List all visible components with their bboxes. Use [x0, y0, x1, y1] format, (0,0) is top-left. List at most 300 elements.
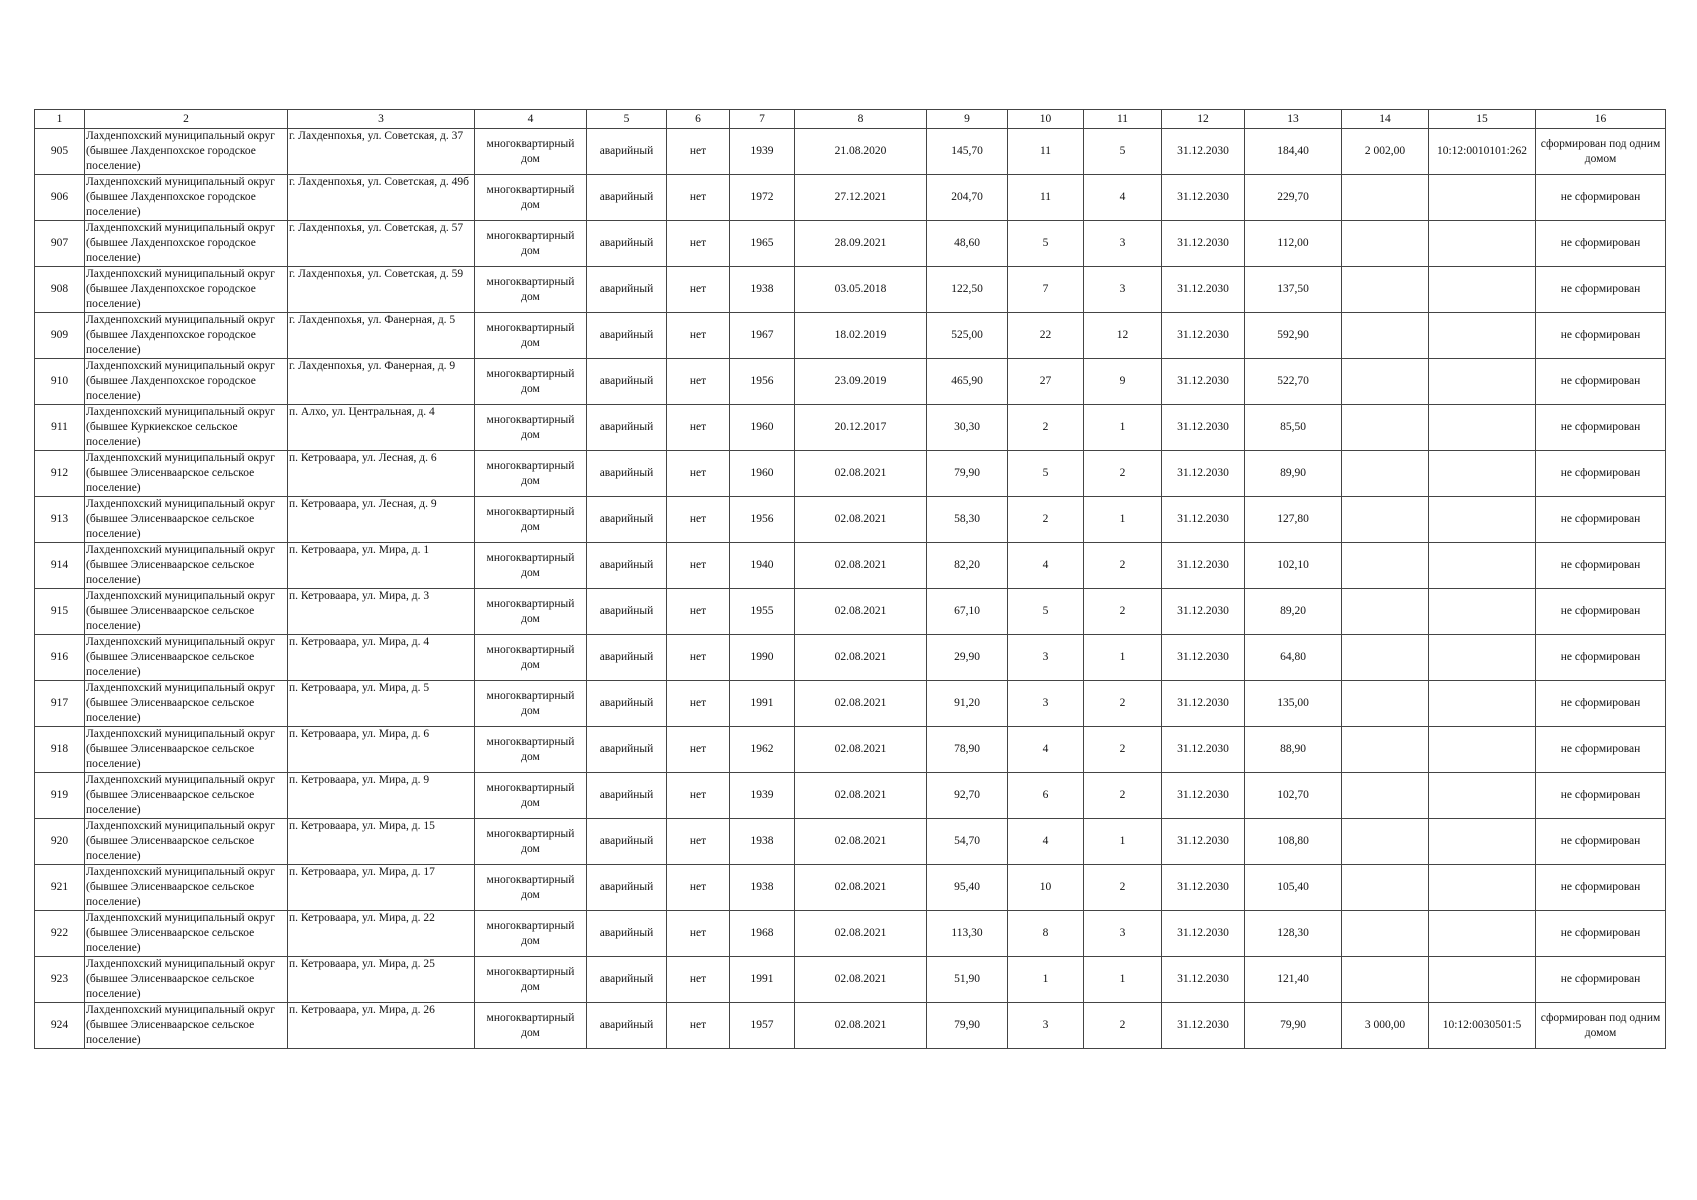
row-number-cell: 911: [35, 405, 85, 451]
deadline-date-cell: 31.12.2030: [1162, 681, 1245, 727]
recognition-date-cell: 02.08.2021: [795, 543, 927, 589]
land-plot-status-cell: не сформирован: [1536, 451, 1666, 497]
residents-cell: 4: [1008, 727, 1084, 773]
rooms-cell: 3: [1084, 221, 1162, 267]
land-area-cell: [1342, 819, 1429, 865]
land-area-cell: [1342, 911, 1429, 957]
construction-year-cell: 1938: [730, 819, 795, 865]
building-type-cell: многоквартирный дом: [475, 681, 587, 727]
row-number-cell: 921: [35, 865, 85, 911]
condition-cell: аварийный: [587, 1003, 667, 1049]
cadastral-number-cell: 10:12:0010101:262: [1429, 129, 1536, 175]
municipality-cell: Лахденпохский муниципальный округ (бывшее Лахденпохское городское поселение): [85, 221, 288, 267]
deadline-date-cell: 31.12.2030: [1162, 267, 1245, 313]
note-flag-cell: нет: [667, 313, 730, 359]
deadline-date-cell: 31.12.2030: [1162, 221, 1245, 267]
table-row: [35, 497, 1666, 543]
recognition-date-cell: 02.08.2021: [795, 911, 927, 957]
cadastral-number-cell: [1429, 589, 1536, 635]
address-cell: г. Лахденпохья, ул. Советская, д. 49б: [288, 175, 475, 221]
row-number-cell: 916: [35, 635, 85, 681]
deadline-date-cell: 31.12.2030: [1162, 405, 1245, 451]
cadastral-number-cell: [1429, 175, 1536, 221]
land-plot-status-cell: не сформирован: [1536, 681, 1666, 727]
land-plot-status-cell: не сформирован: [1536, 819, 1666, 865]
table-row: [35, 1003, 1666, 1049]
construction-year-cell: 1955: [730, 589, 795, 635]
recognition-date-cell: 28.09.2021: [795, 221, 927, 267]
area-cell: 30,30: [927, 405, 1008, 451]
residents-cell: 3: [1008, 1003, 1084, 1049]
land-area-cell: 3 000,00: [1342, 1003, 1429, 1049]
land-area-cell: [1342, 727, 1429, 773]
deadline-date-cell: 31.12.2030: [1162, 497, 1245, 543]
address-cell: п. Кетроваара, ул. Мира, д. 1: [288, 543, 475, 589]
column-number-10: 10: [1008, 110, 1084, 129]
table-row: [35, 727, 1666, 773]
table-row: [35, 451, 1666, 497]
rooms-cell: 2: [1084, 589, 1162, 635]
recognition-date-cell: 02.08.2021: [795, 727, 927, 773]
rooms-cell: 2: [1084, 451, 1162, 497]
land-area-cell: [1342, 497, 1429, 543]
land-plot-status-cell: не сформирован: [1536, 543, 1666, 589]
rooms-cell: 2: [1084, 543, 1162, 589]
land-area-cell: [1342, 773, 1429, 819]
residents-cell: 5: [1008, 221, 1084, 267]
rooms-cell: 3: [1084, 267, 1162, 313]
recognition-date-cell: 02.08.2021: [795, 635, 927, 681]
construction-year-cell: 1968: [730, 911, 795, 957]
table-row: [35, 221, 1666, 267]
cadastral-number-cell: [1429, 497, 1536, 543]
note-flag-cell: нет: [667, 543, 730, 589]
table-row: [35, 589, 1666, 635]
area-cell: 29,90: [927, 635, 1008, 681]
table-row: [35, 313, 1666, 359]
cadastral-number-cell: [1429, 819, 1536, 865]
condition-cell: аварийный: [587, 129, 667, 175]
address-cell: п. Кетроваара, ул. Мира, д. 25: [288, 957, 475, 1003]
row-number-cell: 906: [35, 175, 85, 221]
land-plot-status-cell: не сформирован: [1536, 635, 1666, 681]
table-row: [35, 635, 1666, 681]
rooms-cell: 12: [1084, 313, 1162, 359]
building-type-cell: многоквартирный дом: [475, 589, 587, 635]
cadastral-number-cell: 10:12:0030501:5: [1429, 1003, 1536, 1049]
construction-year-cell: 1939: [730, 129, 795, 175]
municipality-cell: Лахденпохский муниципальный округ (бывшее Элисенваарское сельское поселение): [85, 911, 288, 957]
address-cell: п. Кетроваара, ул. Мира, д. 9: [288, 773, 475, 819]
land-area-cell: 2 002,00: [1342, 129, 1429, 175]
address-cell: г. Лахденпохья, ул. Фанерная, д. 9: [288, 359, 475, 405]
condition-cell: аварийный: [587, 175, 667, 221]
land-area-cell: [1342, 313, 1429, 359]
deadline-date-cell: 31.12.2030: [1162, 911, 1245, 957]
area-cell: 92,70: [927, 773, 1008, 819]
row-number-cell: 910: [35, 359, 85, 405]
building-type-cell: многоквартирный дом: [475, 957, 587, 1003]
land-area-cell: [1342, 267, 1429, 313]
deadline-date-cell: 31.12.2030: [1162, 129, 1245, 175]
condition-cell: аварийный: [587, 543, 667, 589]
deadline-date-cell: 31.12.2030: [1162, 543, 1245, 589]
construction-year-cell: 1972: [730, 175, 795, 221]
land-plot-status-cell: не сформирован: [1536, 497, 1666, 543]
table-row: [35, 359, 1666, 405]
condition-cell: аварийный: [587, 405, 667, 451]
header-row: [35, 110, 1666, 129]
land-plot-status-cell: не сформирован: [1536, 359, 1666, 405]
column-number-2: 2: [85, 110, 288, 129]
rooms-cell: 2: [1084, 681, 1162, 727]
municipality-cell: Лахденпохский муниципальный округ (бывшее Лахденпохское городское поселение): [85, 313, 288, 359]
deadline-date-cell: 31.12.2030: [1162, 451, 1245, 497]
rooms-cell: 2: [1084, 773, 1162, 819]
recognition-date-cell: 23.09.2019: [795, 359, 927, 405]
construction-year-cell: 1938: [730, 865, 795, 911]
total-area-cell: 89,20: [1245, 589, 1342, 635]
recognition-date-cell: 27.12.2021: [795, 175, 927, 221]
row-number-cell: 909: [35, 313, 85, 359]
note-flag-cell: нет: [667, 175, 730, 221]
municipality-cell: Лахденпохский муниципальный округ (бывшее Элисенваарское сельское поселение): [85, 589, 288, 635]
total-area-cell: 127,80: [1245, 497, 1342, 543]
municipality-cell: Лахденпохский муниципальный округ (бывшее Лахденпохское городское поселение): [85, 359, 288, 405]
construction-year-cell: 1991: [730, 957, 795, 1003]
land-area-cell: [1342, 957, 1429, 1003]
area-cell: 54,70: [927, 819, 1008, 865]
column-number-12: 12: [1162, 110, 1245, 129]
column-number-11: 11: [1084, 110, 1162, 129]
column-number-13: 13: [1245, 110, 1342, 129]
land-plot-status-cell: не сформирован: [1536, 727, 1666, 773]
construction-year-cell: 1990: [730, 635, 795, 681]
rooms-cell: 1: [1084, 635, 1162, 681]
land-area-cell: [1342, 589, 1429, 635]
construction-year-cell: 1956: [730, 497, 795, 543]
building-type-cell: многоквартирный дом: [475, 221, 587, 267]
land-area-cell: [1342, 543, 1429, 589]
building-type-cell: многоквартирный дом: [475, 267, 587, 313]
area-cell: 79,90: [927, 1003, 1008, 1049]
area-cell: 113,30: [927, 911, 1008, 957]
construction-year-cell: 1939: [730, 773, 795, 819]
residents-cell: 4: [1008, 819, 1084, 865]
land-area-cell: [1342, 359, 1429, 405]
address-cell: п. Кетроваара, ул. Мира, д. 15: [288, 819, 475, 865]
area-cell: 204,70: [927, 175, 1008, 221]
municipality-cell: Лахденпохский муниципальный округ (бывшее Лахденпохское городское поселение): [85, 129, 288, 175]
total-area-cell: 85,50: [1245, 405, 1342, 451]
table-body: [35, 110, 1666, 1049]
row-number-cell: 919: [35, 773, 85, 819]
address-cell: п. Кетроваара, ул. Мира, д. 5: [288, 681, 475, 727]
note-flag-cell: нет: [667, 1003, 730, 1049]
table-row: [35, 267, 1666, 313]
deadline-date-cell: 31.12.2030: [1162, 635, 1245, 681]
cadastral-number-cell: [1429, 727, 1536, 773]
address-cell: г. Лахденпохья, ул. Советская, д. 37: [288, 129, 475, 175]
column-number-6: 6: [667, 110, 730, 129]
land-plot-status-cell: не сформирован: [1536, 911, 1666, 957]
row-number-cell: 920: [35, 819, 85, 865]
municipality-cell: Лахденпохский муниципальный округ (бывшее Элисенваарское сельское поселение): [85, 543, 288, 589]
total-area-cell: 79,90: [1245, 1003, 1342, 1049]
recognition-date-cell: 18.02.2019: [795, 313, 927, 359]
municipality-cell: Лахденпохский муниципальный округ (бывшее Элисенваарское сельское поселение): [85, 727, 288, 773]
total-area-cell: 135,00: [1245, 681, 1342, 727]
condition-cell: аварийный: [587, 819, 667, 865]
total-area-cell: 102,70: [1245, 773, 1342, 819]
condition-cell: аварийный: [587, 865, 667, 911]
column-number-1: 1: [35, 110, 85, 129]
deadline-date-cell: 31.12.2030: [1162, 727, 1245, 773]
total-area-cell: 102,10: [1245, 543, 1342, 589]
land-plot-status-cell: не сформирован: [1536, 865, 1666, 911]
recognition-date-cell: 20.12.2017: [795, 405, 927, 451]
recognition-date-cell: 21.08.2020: [795, 129, 927, 175]
total-area-cell: 112,00: [1245, 221, 1342, 267]
note-flag-cell: нет: [667, 911, 730, 957]
residents-cell: 2: [1008, 497, 1084, 543]
row-number-cell: 908: [35, 267, 85, 313]
cadastral-number-cell: [1429, 313, 1536, 359]
residents-cell: 22: [1008, 313, 1084, 359]
row-number-cell: 915: [35, 589, 85, 635]
residents-cell: 3: [1008, 635, 1084, 681]
recognition-date-cell: 02.08.2021: [795, 589, 927, 635]
municipality-cell: Лахденпохский муниципальный округ (бывшее Лахденпохское городское поселение): [85, 267, 288, 313]
land-area-cell: [1342, 405, 1429, 451]
total-area-cell: 592,90: [1245, 313, 1342, 359]
land-area-cell: [1342, 681, 1429, 727]
municipality-cell: Лахденпохский муниципальный округ (бывшее Элисенваарское сельское поселение): [85, 635, 288, 681]
table-row: [35, 129, 1666, 175]
table-row: [35, 681, 1666, 727]
residents-cell: 8: [1008, 911, 1084, 957]
row-number-cell: 912: [35, 451, 85, 497]
rooms-cell: 3: [1084, 911, 1162, 957]
row-number-cell: 913: [35, 497, 85, 543]
area-cell: 525,00: [927, 313, 1008, 359]
total-area-cell: 108,80: [1245, 819, 1342, 865]
table-row: [35, 543, 1666, 589]
total-area-cell: 522,70: [1245, 359, 1342, 405]
column-number-4: 4: [475, 110, 587, 129]
row-number-cell: 907: [35, 221, 85, 267]
cadastral-number-cell: [1429, 359, 1536, 405]
municipality-cell: Лахденпохский муниципальный округ (бывшее Элисенваарское сельское поселение): [85, 819, 288, 865]
residents-cell: 27: [1008, 359, 1084, 405]
land-plot-status-cell: не сформирован: [1536, 405, 1666, 451]
address-cell: г. Лахденпохья, ул. Фанерная, д. 5: [288, 313, 475, 359]
table-row: [35, 957, 1666, 1003]
building-type-cell: многоквартирный дом: [475, 819, 587, 865]
row-number-cell: 922: [35, 911, 85, 957]
row-number-cell: 918: [35, 727, 85, 773]
note-flag-cell: нет: [667, 865, 730, 911]
cadastral-number-cell: [1429, 405, 1536, 451]
municipality-cell: Лахденпохский муниципальный округ (бывшее Элисенваарское сельское поселение): [85, 497, 288, 543]
row-number-cell: 914: [35, 543, 85, 589]
rooms-cell: 1: [1084, 819, 1162, 865]
recognition-date-cell: 02.08.2021: [795, 681, 927, 727]
total-area-cell: 128,30: [1245, 911, 1342, 957]
table-row: [35, 911, 1666, 957]
land-area-cell: [1342, 865, 1429, 911]
row-number-cell: 924: [35, 1003, 85, 1049]
building-type-cell: многоквартирный дом: [475, 405, 587, 451]
area-cell: 79,90: [927, 451, 1008, 497]
residents-cell: 11: [1008, 129, 1084, 175]
note-flag-cell: нет: [667, 727, 730, 773]
area-cell: 51,90: [927, 957, 1008, 1003]
cadastral-number-cell: [1429, 911, 1536, 957]
land-plot-status-cell: не сформирован: [1536, 589, 1666, 635]
address-cell: п. Кетроваара, ул. Мира, д. 6: [288, 727, 475, 773]
column-number-3: 3: [288, 110, 475, 129]
residents-cell: 3: [1008, 681, 1084, 727]
municipality-cell: Лахденпохский муниципальный округ (бывшее Лахденпохское городское поселение): [85, 175, 288, 221]
note-flag-cell: нет: [667, 451, 730, 497]
land-plot-status-cell: сформирован под одним домом: [1536, 129, 1666, 175]
recognition-date-cell: 02.08.2021: [795, 497, 927, 543]
note-flag-cell: нет: [667, 957, 730, 1003]
rooms-cell: 1: [1084, 405, 1162, 451]
recognition-date-cell: 02.08.2021: [795, 819, 927, 865]
area-cell: 48,60: [927, 221, 1008, 267]
building-type-cell: многоквартирный дом: [475, 1003, 587, 1049]
land-plot-status-cell: не сформирован: [1536, 267, 1666, 313]
column-number-7: 7: [730, 110, 795, 129]
area-cell: 58,30: [927, 497, 1008, 543]
municipality-cell: Лахденпохский муниципальный округ (бывшее Куркиекское сельское поселение): [85, 405, 288, 451]
residents-cell: 1: [1008, 957, 1084, 1003]
rooms-cell: 1: [1084, 957, 1162, 1003]
condition-cell: аварийный: [587, 313, 667, 359]
residents-cell: 5: [1008, 451, 1084, 497]
address-cell: п. Кетроваара, ул. Мира, д. 3: [288, 589, 475, 635]
condition-cell: аварийный: [587, 911, 667, 957]
note-flag-cell: нет: [667, 819, 730, 865]
construction-year-cell: 1940: [730, 543, 795, 589]
column-number-15: 15: [1429, 110, 1536, 129]
building-type-cell: многоквартирный дом: [475, 129, 587, 175]
total-area-cell: 89,90: [1245, 451, 1342, 497]
land-plot-status-cell: не сформирован: [1536, 957, 1666, 1003]
column-number-16: 16: [1536, 110, 1666, 129]
total-area-cell: 105,40: [1245, 865, 1342, 911]
deadline-date-cell: 31.12.2030: [1162, 865, 1245, 911]
building-type-cell: многоквартирный дом: [475, 451, 587, 497]
recognition-date-cell: 03.05.2018: [795, 267, 927, 313]
area-cell: 82,20: [927, 543, 1008, 589]
total-area-cell: 121,40: [1245, 957, 1342, 1003]
column-number-9: 9: [927, 110, 1008, 129]
condition-cell: аварийный: [587, 681, 667, 727]
condition-cell: аварийный: [587, 727, 667, 773]
recognition-date-cell: 02.08.2021: [795, 773, 927, 819]
rooms-cell: 2: [1084, 727, 1162, 773]
building-type-cell: многоквартирный дом: [475, 497, 587, 543]
address-cell: г. Лахденпохья, ул. Советская, д. 57: [288, 221, 475, 267]
municipality-cell: Лахденпохский муниципальный округ (бывшее Элисенваарское сельское поселение): [85, 865, 288, 911]
cadastral-number-cell: [1429, 773, 1536, 819]
residents-cell: 2: [1008, 405, 1084, 451]
row-number-cell: 905: [35, 129, 85, 175]
address-cell: п. Кетроваара, ул. Мира, д. 22: [288, 911, 475, 957]
note-flag-cell: нет: [667, 129, 730, 175]
total-area-cell: 64,80: [1245, 635, 1342, 681]
construction-year-cell: 1957: [730, 1003, 795, 1049]
row-number-cell: 917: [35, 681, 85, 727]
residents-cell: 11: [1008, 175, 1084, 221]
table-row: [35, 865, 1666, 911]
note-flag-cell: нет: [667, 267, 730, 313]
rooms-cell: 4: [1084, 175, 1162, 221]
note-flag-cell: нет: [667, 635, 730, 681]
area-cell: 78,90: [927, 727, 1008, 773]
column-number-14: 14: [1342, 110, 1429, 129]
address-cell: г. Лахденпохья, ул. Советская, д. 59: [288, 267, 475, 313]
cadastral-number-cell: [1429, 543, 1536, 589]
area-cell: 67,10: [927, 589, 1008, 635]
recognition-date-cell: 02.08.2021: [795, 1003, 927, 1049]
condition-cell: аварийный: [587, 359, 667, 405]
note-flag-cell: нет: [667, 589, 730, 635]
construction-year-cell: 1956: [730, 359, 795, 405]
deadline-date-cell: 31.12.2030: [1162, 313, 1245, 359]
rooms-cell: 2: [1084, 865, 1162, 911]
deadline-date-cell: 31.12.2030: [1162, 359, 1245, 405]
deadline-date-cell: 31.12.2030: [1162, 175, 1245, 221]
address-cell: п. Кетроваара, ул. Мира, д. 26: [288, 1003, 475, 1049]
rooms-cell: 2: [1084, 1003, 1162, 1049]
construction-year-cell: 1991: [730, 681, 795, 727]
land-plot-status-cell: не сформирован: [1536, 313, 1666, 359]
building-type-cell: многоквартирный дом: [475, 635, 587, 681]
deadline-date-cell: 31.12.2030: [1162, 957, 1245, 1003]
column-number-5: 5: [587, 110, 667, 129]
construction-year-cell: 1965: [730, 221, 795, 267]
cadastral-number-cell: [1429, 635, 1536, 681]
note-flag-cell: нет: [667, 405, 730, 451]
construction-year-cell: 1938: [730, 267, 795, 313]
municipality-cell: Лахденпохский муниципальный округ (бывшее Элисенваарское сельское поселение): [85, 773, 288, 819]
building-type-cell: многоквартирный дом: [475, 865, 587, 911]
building-type-cell: многоквартирный дом: [475, 313, 587, 359]
rooms-cell: 1: [1084, 497, 1162, 543]
deadline-date-cell: 31.12.2030: [1162, 589, 1245, 635]
address-cell: п. Алхо, ул. Центральная, д. 4: [288, 405, 475, 451]
building-type-cell: многоквартирный дом: [475, 911, 587, 957]
land-plot-status-cell: не сформирован: [1536, 221, 1666, 267]
note-flag-cell: нет: [667, 359, 730, 405]
note-flag-cell: нет: [667, 221, 730, 267]
table-row: [35, 175, 1666, 221]
column-number-8: 8: [795, 110, 927, 129]
construction-year-cell: 1960: [730, 451, 795, 497]
residents-cell: 10: [1008, 865, 1084, 911]
condition-cell: аварийный: [587, 451, 667, 497]
municipality-cell: Лахденпохский муниципальный округ (бывшее Элисенваарское сельское поселение): [85, 451, 288, 497]
cadastral-number-cell: [1429, 451, 1536, 497]
construction-year-cell: 1960: [730, 405, 795, 451]
total-area-cell: 137,50: [1245, 267, 1342, 313]
condition-cell: аварийный: [587, 589, 667, 635]
land-area-cell: [1342, 635, 1429, 681]
